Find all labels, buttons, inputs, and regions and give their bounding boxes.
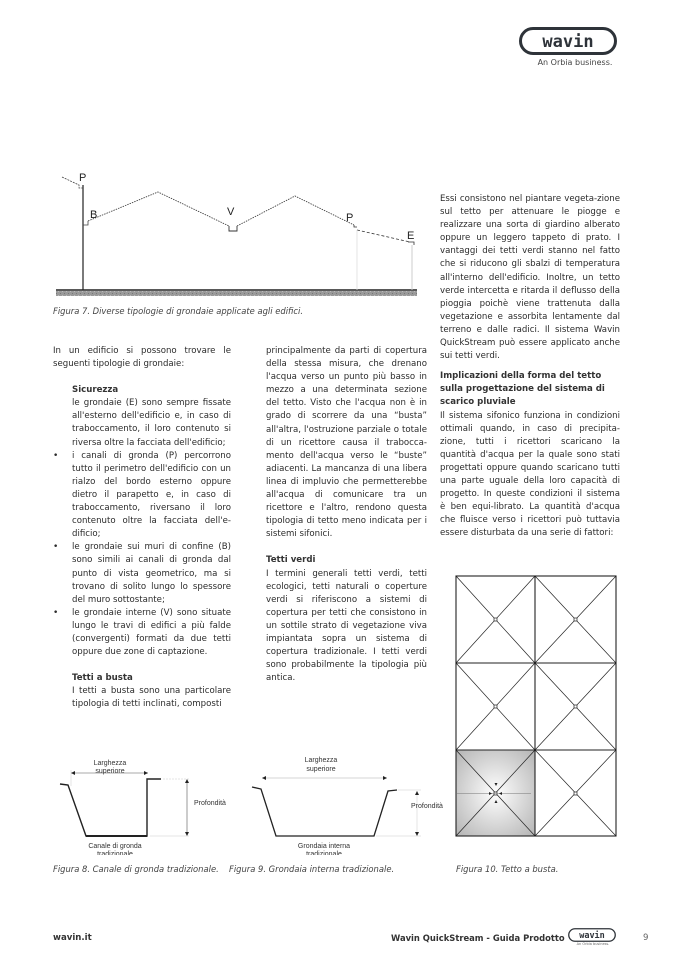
figure-8-name-1: Canale di gronda [88, 843, 142, 850]
list-item: • le grondaie interne (V) sono situate lungo le travi di edifici a più falde (convergenti) formati da due tetti oppure due zone di captazione. [53, 607, 231, 659]
footer-logo-text: wavin [579, 931, 605, 941]
logo-text: wavin [542, 32, 594, 52]
wavin-logo [519, 27, 617, 55]
column-3 [440, 193, 620, 540]
figure-9-name-2: tradizionale [306, 851, 342, 855]
figure-8-name-2: tradizionale [97, 851, 133, 855]
ground-hatch [56, 291, 417, 296]
figure-10-caption: Figura 10. Tetto a busta. [456, 864, 559, 874]
figure-10-envelope-roof [455, 575, 617, 837]
figure-8-traditional-gutter [55, 750, 240, 855]
figure-9-name-1: Grondaia interna [297, 843, 351, 850]
gutter-profile [252, 787, 397, 836]
tetti-verdi-continuation: Essi consistono nel piantare vegeta-zione sul tetto per attenuare le piogge e realizzare una sorta di giardino alberato oppure un leggero tappeto di prato. I vantaggi dei tetti verdi stanno nel fatto che si riducono gli sbalzi di temperatura all'interno dell'edificio. Inoltre, un tetto verde intercetta e ritarda il deflusso della pioggia poichè viene trattenuta dalla vegetazione e assorbita lentamente dal terreno e dalle radici. Il sistema Wavin QuickStream può essere applicato anche sui tetti verdi. [440, 194, 620, 362]
figure-7-building-gutters [52, 165, 422, 300]
depth-label: Profondità [411, 803, 443, 810]
label-v: V [227, 206, 235, 218]
footer-website-link[interactable]: wavin.it [53, 933, 92, 943]
footer-wavin-logo [568, 928, 616, 942]
tetti-busta-continuation: principalmente da parti di copertura della stessa misura, che drenano l'acqua verso un punto più basso in mezzo a una determinata sezione del tetto. Visto che l'acqua non è in grado di scorrere da una “busta” all'altra, l'ostruzione parziale o totale di un ricettore causa il trabocca-mento dell'acqua verso le “buste” adiacenti. La mancanza di una libera linea di impluvio che permetterebbe all'acqua di comunicare tra un ricettore e l'altro, rendono questa tipologia di tetto meno indicata per i sistemi sifonici. [266, 346, 427, 540]
tetti-busta-text: I tetti a busta sono una particolare tipologia di tetti inclinati, composti [72, 686, 231, 710]
figure-7-caption: Figura 7. Diverse tipologie di grondaie applicate agli edifici. [53, 306, 304, 316]
sicurezza-heading: Sicurezza [72, 385, 119, 396]
footer-document-title: Wavin QuickStream - Guida Prodotto [391, 933, 565, 943]
tetti-verdi-text: I termini generali tetti verdi, tetti ecologici, tetti naturali o coperture verdi si riferiscono a sistemi di copertura per tetti che consistono in un sottile strato di vegetazione viva impiantata sopra un sistema di copertura tradizionale. I tetti verdi sono probabilmente la tipologia più antica. [266, 568, 427, 684]
width-label-2: superiore [306, 766, 336, 773]
depth-label: Profondità [194, 800, 226, 807]
page-number: 9 [643, 933, 649, 943]
figure-9-caption: Figura 9. Grondaia interna tradizionale. [229, 864, 395, 874]
label-p-left: P [79, 172, 87, 184]
implicazioni-heading: Implicazioni della forma del tetto sulla progettazione del sistema di scarico pluviale [440, 371, 605, 408]
sicurezza-text: le grondaie (E) sono sempre fissate all'esterno dell'edificio e, in caso di traboccamento, il loro contenuto si riversa oltre la facciata dell'edificio; [72, 398, 231, 448]
column-1 [53, 345, 231, 711]
footer-tagline: An Orbia business. [576, 942, 610, 946]
width-label-1: Larghezza [93, 760, 127, 767]
tetti-verdi-heading: Tetti verdi [266, 555, 316, 566]
figure-9-internal-gutter [245, 750, 455, 855]
gutter-types-list [53, 450, 231, 660]
label-b: B [90, 209, 98, 221]
implicazioni-text: Il sistema sifonico funziona in condizioni ottimali quando, in caso di precipita-zione, tutti i ricettori scaricano la quantità d'acqua per la quale sono stati progettati oppure quando scaricano tutti una parte uguale della loro capacità di progetto. In queste condizioni il sistema è ben equi-librato. La quantità d'acqua che fluisce verso i ricettori può tuttavia essere disturbata da una serie di fattori: [440, 410, 620, 539]
tagline: An Orbia business. [537, 58, 613, 67]
gutter-profile [60, 779, 161, 836]
tetti-busta-heading: Tetti a busta [72, 673, 133, 684]
label-e: E [407, 230, 415, 242]
list-item: • i canali di gronda (P) percorrono tutto il perimetro dell'edificio con un rialzo del bordo esterno oppure dietro il parapetto e, in caso di traboccamento, riversano il loro contenuto oltre la facciata dell'e-dificio; [53, 450, 231, 542]
label-p-right: P [346, 212, 354, 224]
width-label-1: Larghezza [304, 757, 338, 764]
intro-paragraph: In un edificio si possono trovare le seguenti tipologie di grondaie: [53, 346, 231, 370]
column-2 [266, 345, 427, 685]
figure-8-caption: Figura 8. Canale di gronda tradizionale. [53, 864, 219, 874]
width-label-2: superiore [95, 768, 125, 775]
list-item: • le grondaie sui muri di confine (B) sono simili ai canali di gronda dal punto di vista geometrico, ma si trovano di solito lungo lo spessore del muro sottostante; [53, 541, 231, 606]
